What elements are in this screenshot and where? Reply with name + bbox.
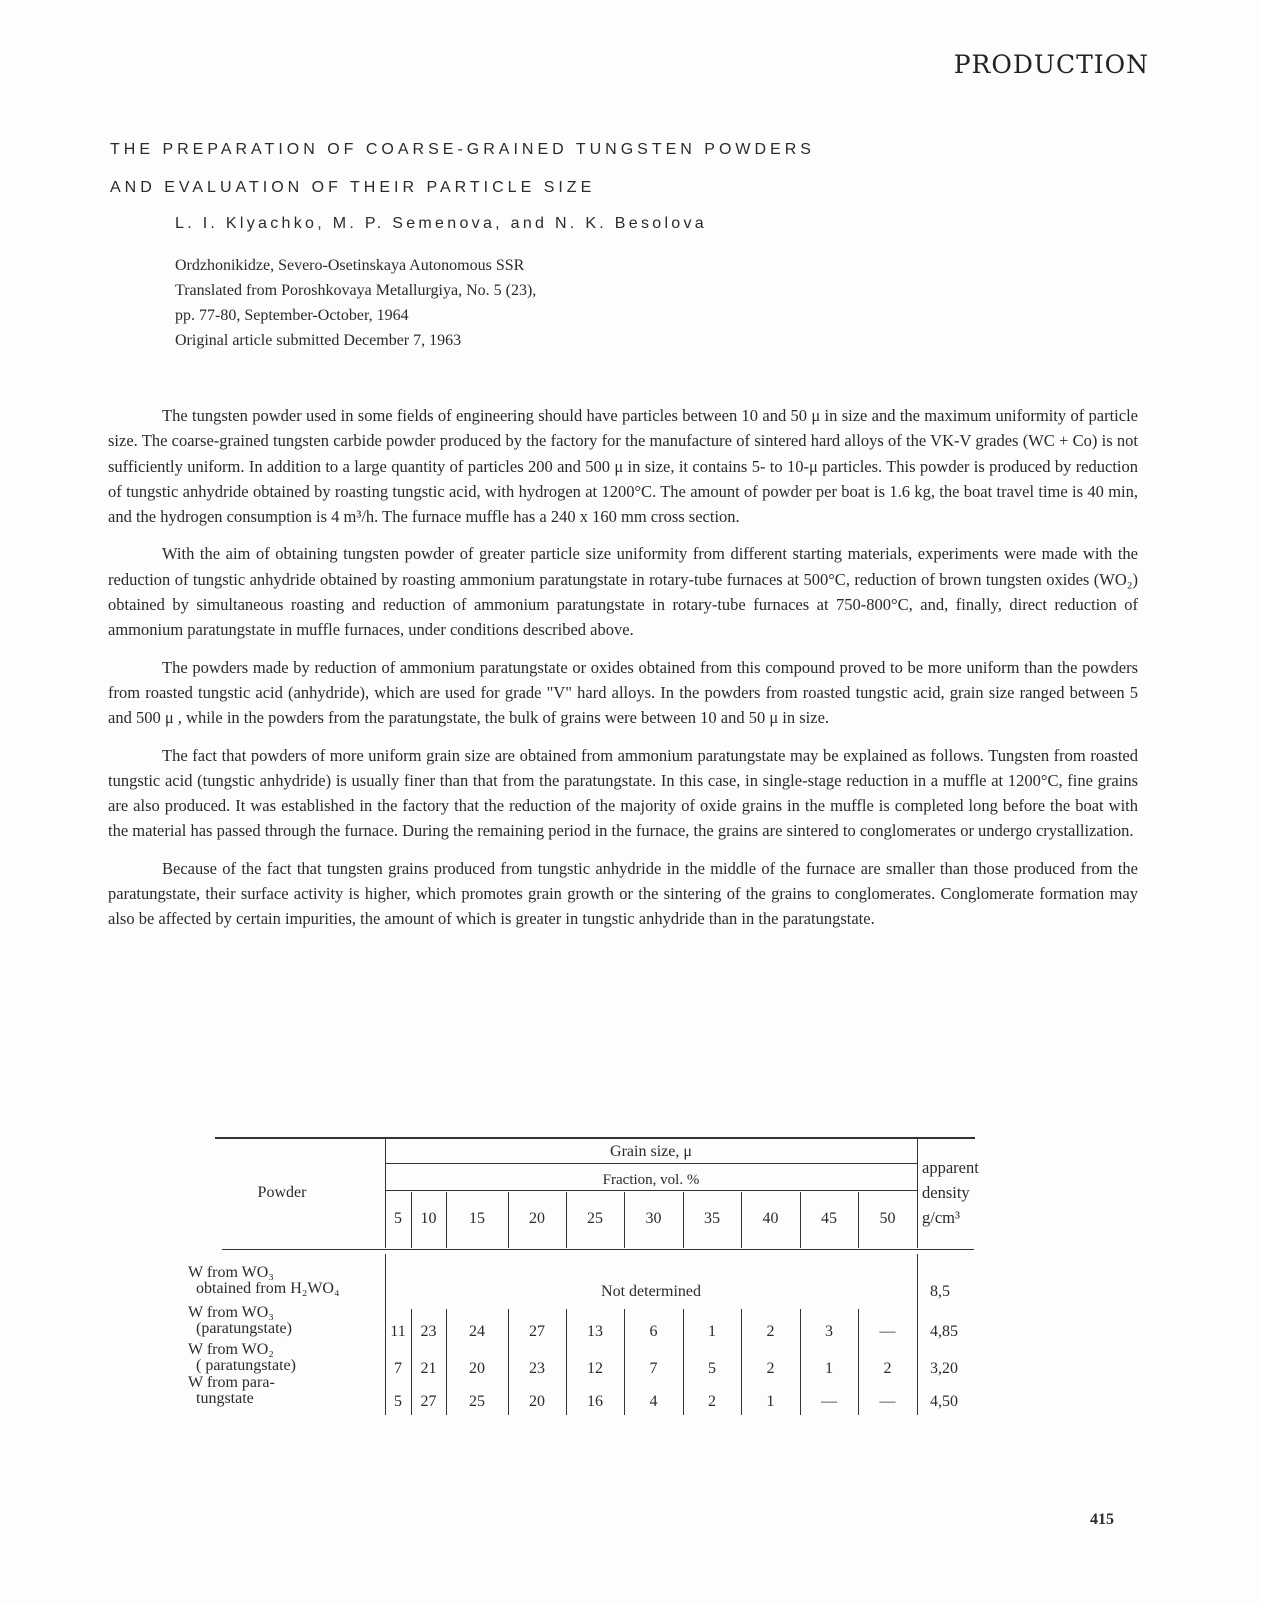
fraction-underline: [385, 1190, 917, 1191]
affiliation: Ordzhonikidze, Severo-Osetinskaya Autonomous SSR: [175, 257, 525, 274]
table-cell: 13: [587, 1323, 603, 1340]
header-bottom-rule: [222, 1249, 974, 1250]
row-label: [188, 1265, 340, 1297]
article-metadata: [175, 253, 536, 353]
table-cell: 7: [649, 1360, 658, 1377]
row-label-line-1: W from WO₃: [188, 1264, 274, 1281]
table-cell: 6: [649, 1323, 658, 1340]
density-header-line-1: apparent: [922, 1158, 979, 1177]
row-label: [188, 1305, 292, 1337]
column-divider: [917, 1254, 918, 1415]
authors: L. I. Klyachko, M. P. Semenova, and N. K. Besolova: [175, 215, 708, 232]
size-header: 40: [762, 1210, 779, 1227]
density-header: [922, 1155, 997, 1230]
table-cell: 12: [587, 1360, 603, 1377]
table-cell: 2: [766, 1323, 775, 1340]
density-cell: 3,20: [930, 1360, 958, 1377]
size-header: 30: [645, 1210, 662, 1227]
table-cell: —: [821, 1393, 837, 1410]
table-cell: 23: [529, 1360, 545, 1377]
density-cell: 4,85: [930, 1323, 958, 1340]
table-cell: 7: [394, 1360, 402, 1377]
paragraph-1: The tungsten powder used in some fields of engineering should have particles between 10 and 50 μ in size and the maximum uniformity of particle size. The coarse-grained tungsten carbide powder produced by the factory for the manufacture of sintered hard alloys of the VK-V grades (WC + Co) is not sufficiently uniform. In addition to a large quantity of particles 200 and 500 μ in size, it contains 5- to 10-μ particles. This powder is produced by reduction of tungstic anhydride obtained by roasting tungstic acid, with hydrogen at 1200°C. The amount of powder per boat is 1.6 kg, the boat travel time is 40 min, and the hydrogen consumption is 4 m³/h. The furnace muffle has a 240 x 160 mm cross section.: [108, 406, 1138, 527]
page-number: 415: [1090, 1511, 1114, 1528]
size-header: 20: [529, 1210, 545, 1227]
article-title-line-2: AND EVALUATION OF THEIR PARTICLE SIZE: [110, 179, 596, 196]
article-title-line-1: THE PREPARATION OF COARSE-GRAINED TUNGSTEN POWDERS: [110, 141, 815, 158]
table-cell: 2: [766, 1360, 775, 1377]
size-header: 35: [704, 1210, 720, 1227]
not-determined-note: Not determined: [601, 1283, 701, 1300]
table-cell: 5: [708, 1360, 716, 1377]
table-cell: 20: [529, 1393, 545, 1410]
size-header: 15: [469, 1210, 485, 1227]
table-cell: 3: [825, 1323, 833, 1340]
row-label-line-2: ( paratungstate): [196, 1357, 296, 1374]
size-header: 10: [420, 1210, 437, 1227]
table-top-rule: [215, 1137, 975, 1139]
row-label-line-1: W from WO₃: [188, 1304, 274, 1321]
table-cell: 16: [587, 1393, 603, 1410]
table-cell: 21: [420, 1360, 437, 1377]
grain-size-header: Grain size, μ: [610, 1143, 692, 1160]
table-cell: 27: [529, 1323, 545, 1340]
row-label-line-1: W from para-: [188, 1374, 275, 1391]
table-cell: 25: [469, 1393, 485, 1410]
article-body: [108, 403, 1138, 944]
page-range: pp. 77-80, September-October, 1964: [175, 307, 409, 324]
section-label: PRODUCTION: [953, 50, 1149, 79]
table-cell: 2: [708, 1393, 716, 1410]
paragraph-5: Because of the fact that tungsten grains produced from tungstic anhydride in the middle of the furnace are smaller than those produced from the paratungstate, their surface activity is higher, which promotes grain growth or the sintering of the grains to conglomerates. Conglomerate formation may also be affected by certain impurities, the amount of which is greater in tungstic anhydride than in the paratungstate.: [108, 858, 1138, 929]
column-divider: [385, 1139, 386, 1248]
table-cell: 11: [390, 1323, 406, 1340]
table-cell: 23: [420, 1323, 437, 1340]
size-header: 5: [394, 1210, 402, 1227]
table-cell: 5: [394, 1393, 402, 1410]
fraction-header: Fraction, vol. %: [602, 1172, 700, 1188]
table-cell: 20: [469, 1360, 485, 1377]
size-header: 50: [879, 1210, 896, 1227]
table-cell: —: [879, 1323, 896, 1340]
row-label-line-2: obtained from H₂WO₄: [196, 1280, 340, 1297]
row-label-line-2: tungstate: [196, 1390, 254, 1407]
row-label: [188, 1375, 275, 1407]
column-divider: [917, 1139, 918, 1248]
table-cell: 2: [883, 1360, 892, 1377]
density-header-line-3: g/cm³: [922, 1208, 960, 1227]
grain-size-underline: [385, 1163, 917, 1164]
density-cell: 4,50: [930, 1393, 958, 1410]
density-cell: 8,5: [930, 1283, 950, 1300]
table-cell: —: [879, 1393, 896, 1410]
table-cell: 1: [708, 1323, 716, 1340]
size-header: 25: [587, 1210, 603, 1227]
table-cell: 1: [825, 1360, 833, 1377]
row-label-line-1: W from WO₂: [188, 1341, 274, 1358]
table-cell: 24: [469, 1323, 485, 1340]
submission-date: Original article submitted December 7, 1963: [175, 332, 462, 349]
row-label-line-2: (paratungstate): [196, 1320, 292, 1337]
table-cell: 4: [649, 1393, 658, 1410]
paragraph-3: The powders made by reduction of ammonium paratungstate or oxides obtained from this compound proved to be more uniform than the powders from roasted tungstic acid (anhydride), which are used for grade "V" hard alloys. In the powders from roasted tungstic acid, grain size ranged between 5 and 500 μ , while in the powders from the paratungstate, the bulk of grains were between 10 and 50 μ in size.: [108, 657, 1138, 728]
row-label: [188, 1342, 296, 1374]
table-cell: 1: [766, 1393, 775, 1410]
size-header: 45: [821, 1210, 837, 1227]
paragraph-4: The fact that powders of more uniform grain size are obtained from ammonium paratungstate may be explained as follows. Tungsten from roasted tungstic acid (tungstic anhydride) is usually finer than that from the paratungstate. In this case, in single-stage reduction in a muffle at 1200°C, fine grains are also produced. It was established in the factory that the reduction of the majority of oxide grains in the muffle is completed long before the boat with the material has passed through the furnace. During the remaining period in the furnace, the grains are sintered to conglomerates or undergo crystallization.: [108, 745, 1138, 841]
density-header-line-2: density: [922, 1183, 970, 1202]
translated-from: Translated from Poroshkovaya Metallurgiya, No. 5 (23),: [175, 282, 537, 299]
paragraph-2: With the aim of obtaining tungsten powder of greater particle size uniformity from different starting materials, experiments were made with the reduction of tungstic anhydride obtained by roasting ammonium paratungstate in rotary-tube furnaces at 500°C, reduction of brown tungsten oxides (WO₂) obtained by simultaneous roasting and reduction of ammonium paratungstate in rotary-tube furnaces at 750-800°C, and, finally, direct reduction of ammonium paratungstate in muffle furnaces, under conditions described above.: [108, 544, 1138, 640]
powder-header: Powder: [257, 1184, 307, 1201]
table-cell: 27: [420, 1393, 437, 1410]
